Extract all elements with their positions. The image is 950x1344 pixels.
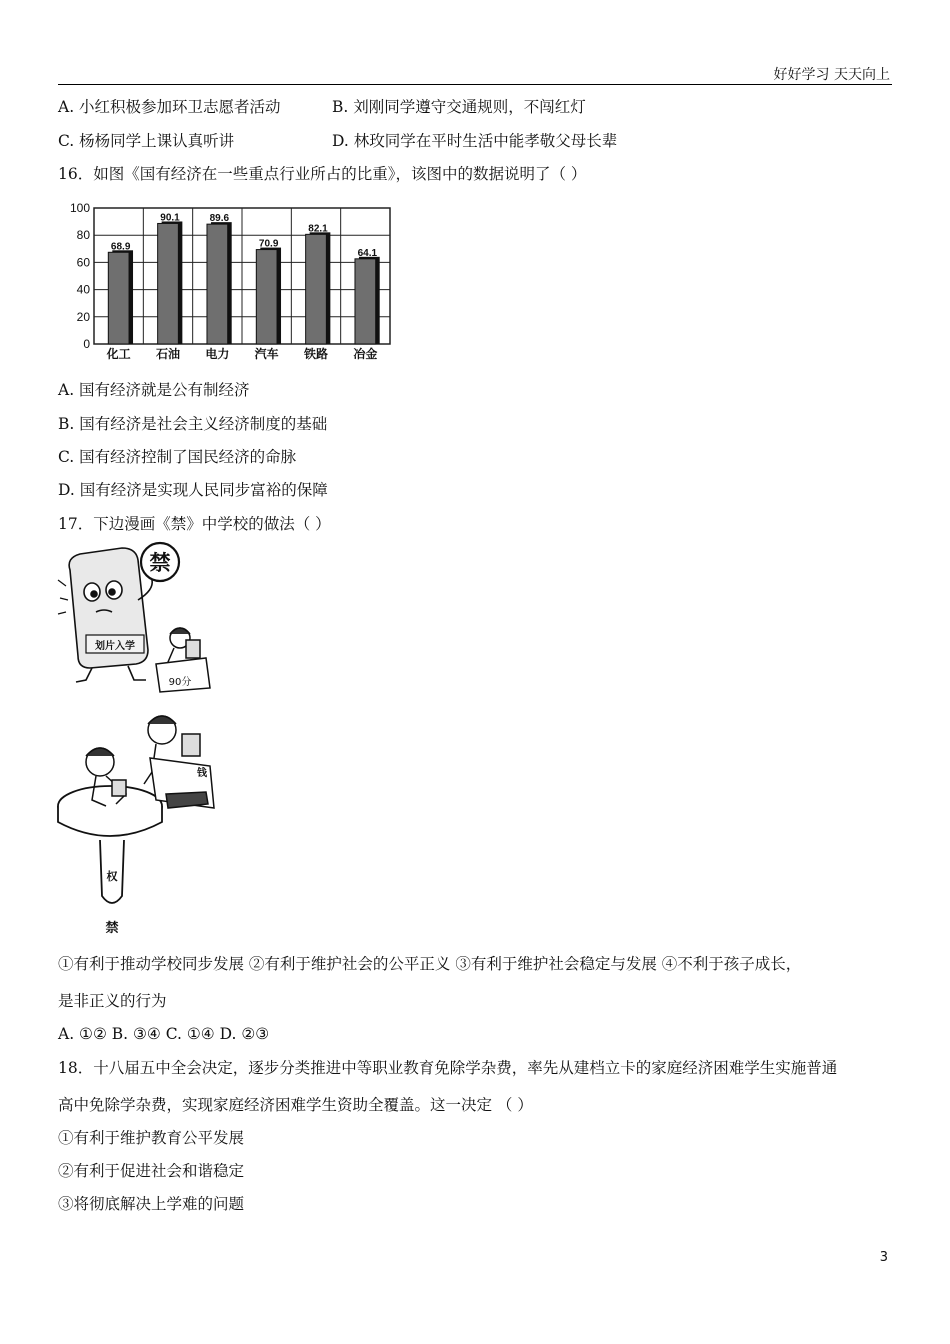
chart-x-tick-label: 电力 — [205, 347, 230, 360]
q15-option-d: D. 林玫同学在平时生活中能孝敬父母长辈 — [332, 132, 618, 150]
chart-x-tick-label: 汽车 — [254, 347, 279, 360]
chart-x-tick-label: 化工 — [106, 347, 131, 360]
chart-bar — [108, 252, 129, 344]
q17-stem: 17．下边漫画《禁》中学校的做法（ ） — [58, 515, 331, 533]
ban-paddle-illustration — [58, 786, 162, 903]
header-rule — [58, 84, 892, 85]
chart-value-label: 64.1 — [357, 247, 378, 259]
chart-value-label: 82.1 — [308, 223, 328, 235]
q15-option-c: C. 杨杨同学上课认真听讲 — [58, 132, 235, 150]
paddle-handle-label: 权 — [106, 870, 118, 883]
chart-y-tick-label: 40 — [76, 282, 90, 297]
chart-x-tick-label: 冶金 — [353, 347, 378, 360]
chart-x-tick-label: 铁路 — [303, 347, 329, 360]
cartoon-caption: 禁 — [105, 921, 119, 936]
q18-item-3: ③将彻底解决上学难的问题 — [58, 1195, 245, 1213]
q17-statements-line2: 是非正义的行为 — [58, 992, 167, 1010]
chart-y-tick-label: 0 — [83, 337, 90, 351]
chart-value-label: 90.1 — [160, 212, 180, 224]
chart-y-tick-label: 20 — [76, 309, 90, 324]
board-label: 划片入学 — [95, 641, 135, 652]
page-number: 3 — [879, 1250, 888, 1265]
q18-item-1: ①有利于维护教育公平发展 — [58, 1129, 245, 1147]
cartoon-bottom-panel — [56, 700, 226, 940]
state-economy-bar-chart — [56, 200, 396, 360]
q18-stem-line1: 18．十八届五中全会决定，逐步分类推进中等职业教育免除学杂费，率先从建档立卡的家庭经济困难学生实施普通 — [58, 1059, 838, 1077]
chart-bar — [256, 250, 277, 344]
chart-y-tick-label: 60 — [76, 255, 90, 270]
q18-item-2: ②有利于促进社会和谐稳定 — [58, 1162, 245, 1180]
chart-bars — [108, 221, 379, 344]
chart-x-tick-label: 石油 — [155, 347, 181, 360]
q16-stem: 16．如图《国有经济在一些重点行业所占的比重》，该图中的数据说明了（ ） — [58, 165, 587, 183]
page-header: 好好学习 天天向上 — [773, 67, 890, 83]
q16-option-d: D. 国有经济是实现人民同步富裕的保障 — [58, 481, 328, 499]
chart-x-ticks — [106, 346, 378, 360]
q17-choices: A. ①② B. ③④ C. ①④ D. ②③ — [58, 1025, 270, 1043]
board-character-illustration — [58, 548, 154, 682]
chart-value-label: 89.6 — [209, 213, 230, 225]
chart-y-ticks — [70, 201, 90, 351]
chart-y-tick-label: 100 — [69, 201, 90, 215]
ban-sign-text: 禁 — [149, 551, 171, 575]
q15-option-a: A. 小红积极参加环卫志愿者活动 — [58, 98, 281, 116]
paper-score-label: 90分 — [168, 677, 192, 688]
chart-bar — [306, 234, 327, 344]
q18-stem-line2: 高中免除学杂费，实现家庭经济困难学生资助全覆盖。这一决定 （ ） — [58, 1096, 533, 1114]
book-money-label: 钱 — [197, 768, 207, 779]
chart-value-label: 70.9 — [258, 238, 279, 250]
ban-sign — [141, 543, 179, 581]
child-with-money-book-illustration — [144, 716, 214, 808]
q17-statements-line1: ①有利于推动学校同步发展 ②有利于维护社会的公平正义 ③有利于维护社会稳定与发展 ④不利于孩子成长， — [58, 955, 802, 973]
chart-value-label: 68.9 — [110, 241, 131, 253]
q16-option-b: B. 国有经济是社会主义经济制度的基础 — [58, 415, 328, 433]
chart-bar — [207, 224, 228, 344]
q15-option-b: B. 刘刚同学遵守交通规则，不闯红灯 — [332, 98, 586, 116]
q16-option-a: A. 国有经济就是公有制经济 — [58, 381, 250, 399]
chart-bar — [355, 259, 376, 344]
cartoon-top-panel — [56, 540, 216, 695]
chart-y-tick-label: 80 — [76, 228, 90, 243]
chart-grid — [94, 208, 390, 344]
chart-bar — [158, 223, 179, 344]
q16-option-c: C. 国有经济控制了国民经济的命脉 — [58, 448, 297, 466]
